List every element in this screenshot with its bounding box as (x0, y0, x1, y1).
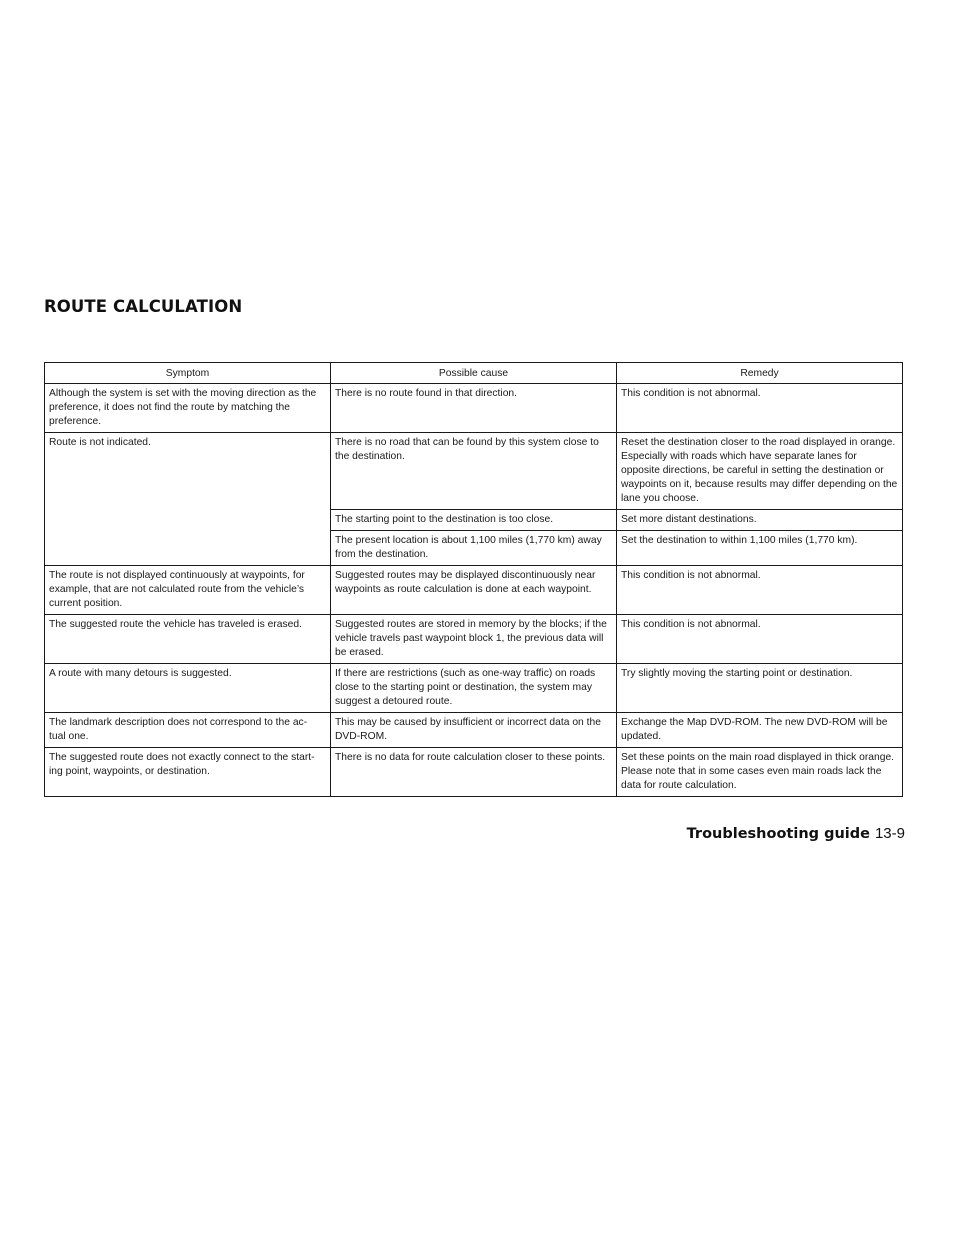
cause-cell: There is no route found in that direction. (331, 384, 617, 433)
table-row (45, 615, 903, 664)
symptom-cell: The suggested route the vehicle has traveled is erased. (45, 615, 331, 664)
cause-cell: This may be caused by insufficient or incorrect data on the DVD-ROM. (331, 713, 617, 748)
remedy-cell: Exchange the Map DVD-ROM. The new DVD-ROM will be updated. (617, 713, 903, 748)
symptom-cell: The route is not displayed continuously at waypoints, for example, that are not calculated route from the vehicle’s current position. (45, 566, 331, 615)
remedy-cell: This condition is not abnormal. (617, 384, 903, 433)
table-row (45, 713, 903, 748)
remedy-cell: This condition is not abnormal. (617, 566, 903, 615)
symptom-cell: The landmark description does not correspond to the ac- tual one. (45, 713, 331, 748)
page-footer (687, 825, 905, 842)
remedy-cell: Set the destination to within 1,100 miles (1,770 km). (617, 531, 903, 566)
symptom-cell: Route is not indicated. (45, 433, 331, 566)
header-possible-cause: Possible cause (331, 363, 617, 384)
cause-cell: The present location is about 1,100 miles (1,770 km) away from the destination. (331, 531, 617, 566)
header-symptom: Symptom (45, 363, 331, 384)
cause-cell: If there are restrictions (such as one-way traffic) on roads close to the starting point or destination, the system may suggest a detoured route. (331, 664, 617, 713)
symptom-cell: The suggested route does not exactly connect to the start- ing point, waypoints, or destination. (45, 748, 331, 797)
remedy-cell: Try slightly moving the starting point or destination. (617, 664, 903, 713)
table-row (45, 384, 903, 433)
header-remedy: Remedy (617, 363, 903, 384)
table-row (45, 664, 903, 713)
troubleshooting-table (44, 362, 903, 797)
remedy-cell: Set these points on the main road displayed in thick orange. Please note that in some cases even main roads lack the data for route calculation. (617, 748, 903, 797)
symptom-cell: A route with many detours is suggested. (45, 664, 331, 713)
remedy-cell: Set more distant destinations. (617, 510, 903, 531)
cause-cell: Suggested routes may be displayed discontinuously near waypoints as route calculation is done at each waypoint. (331, 566, 617, 615)
symptom-cell: Although the system is set with the moving direction as the preference, it does not find the route by matching the preference. (45, 384, 331, 433)
cause-cell: There is no data for route calculation closer to these points. (331, 748, 617, 797)
table-header-row (45, 363, 903, 384)
cause-cell: Suggested routes are stored in memory by the blocks; if the vehicle travels past waypoint block 1, the previous data will be erased. (331, 615, 617, 664)
chapter-title: Troubleshooting guide (686, 826, 870, 842)
remedy-cell: This condition is not abnormal. (617, 615, 903, 664)
remedy-cell: Reset the destination closer to the road displayed in orange. Especially with roads which have separate lanes for opposite directions, be careful in setting the destination or waypoints on it, because results may differ depending on the lane you choose. (617, 433, 903, 510)
page-number: 13-9 (874, 825, 905, 842)
cause-cell: The starting point to the destination is too close. (331, 510, 617, 531)
section-title: ROUTE CALCULATION (44, 297, 243, 316)
table-row (45, 433, 903, 510)
table-row (45, 748, 903, 797)
table-row (45, 566, 903, 615)
cause-cell: There is no road that can be found by this system close to the destination. (331, 433, 617, 510)
